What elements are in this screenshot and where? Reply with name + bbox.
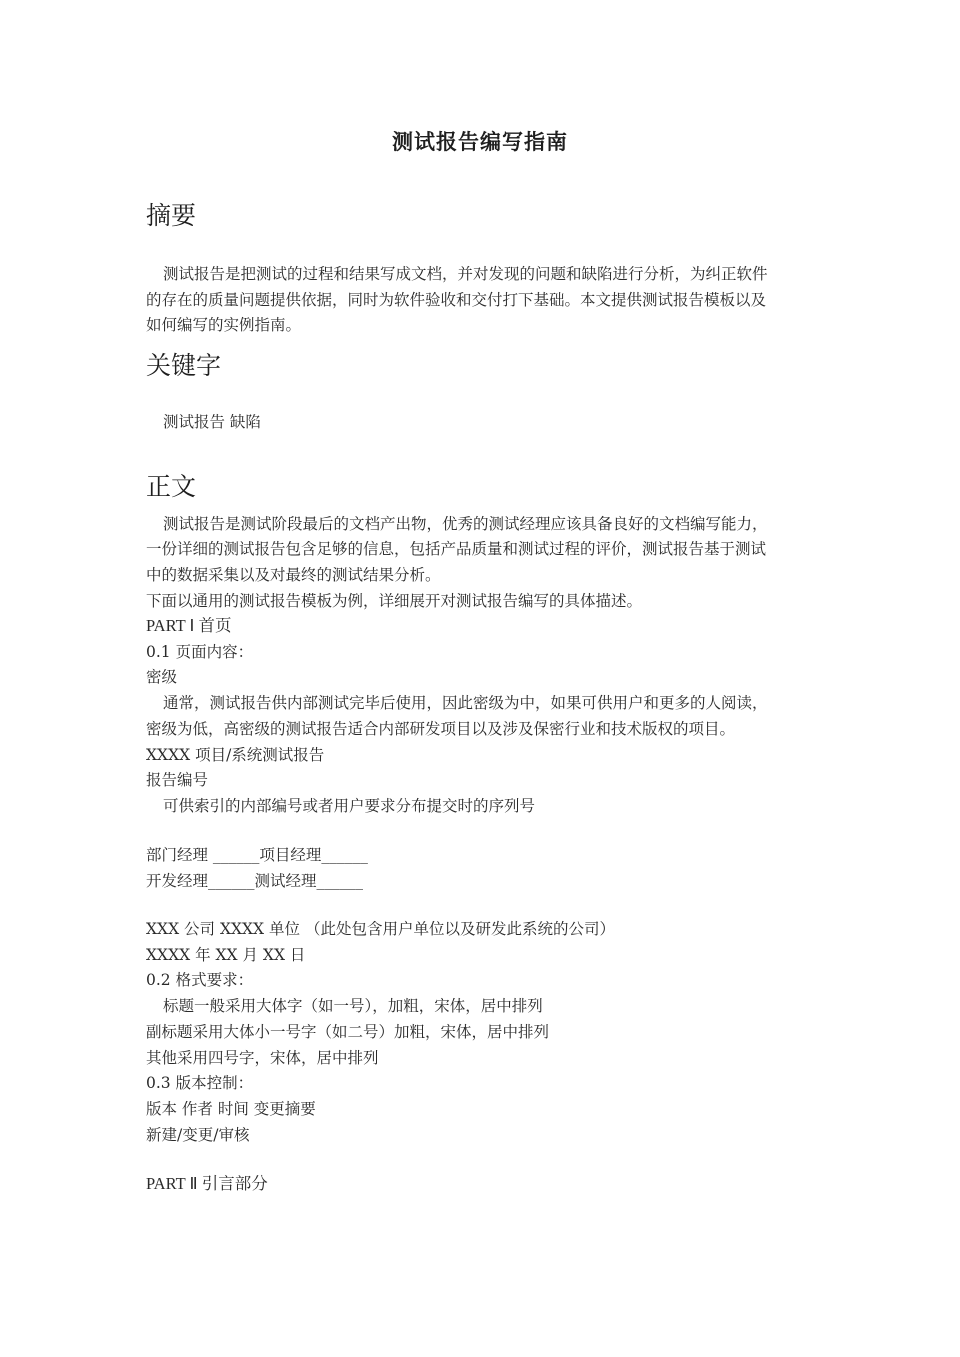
version-row: 新建/变更/审核 <box>146 1126 250 1144</box>
format-rule: 标题一般采用大体字（如一号），加粗，宋体，居中排列 <box>163 997 543 1015</box>
report-number-label: 报告编号 <box>146 771 209 789</box>
abstract-line: 测试报告是把测试的过程和结果写成文档，并对发现的问题和缺陷进行分析，为纠正软件 <box>163 265 768 283</box>
miji-desc-line: 通常，测试报告供内部测试完毕后使用，因此密级为中，如果可供用户和更多的人阅读， <box>163 694 768 712</box>
section-0-1: 0.1 页面内容： <box>146 643 254 661</box>
version-columns: 版本 作者 时间 变更摘要 <box>146 1100 316 1118</box>
document-title: 测试报告编写指南 <box>392 129 568 154</box>
report-title-line: XXXX 项目/系统测试报告 <box>146 746 325 764</box>
body-paragraph-line: 下面以通用的测试报告模板为例，详细展开对测试报告编写的具体描述。 <box>146 592 643 610</box>
section-0-3: 0.3 版本控制： <box>146 1074 254 1092</box>
keywords-text: 测试报告 缺陷 <box>163 413 261 431</box>
company-line: XXX 公司 XXXX 单位 （此处包含用户单位以及研发此系统的公司） <box>146 920 615 938</box>
abstract-heading: 摘要 <box>146 201 197 230</box>
report-number-desc: 可供索引的内部编号或者用户要求分布提交时的序列号 <box>163 797 536 815</box>
format-rule: 其他采用四号字，宋体，居中排列 <box>146 1049 379 1067</box>
part1-heading: PART Ⅰ 首页 <box>146 616 232 635</box>
abstract-line: 如何编写的实例指南。 <box>146 316 302 334</box>
miji-desc-line: 密级为低，高密级的测试报告适合内部研发项目以及涉及保密行业和技术版权的项目。 <box>146 720 736 738</box>
body-heading: 正文 <box>146 472 197 501</box>
part2-heading: PART Ⅱ 引言部分 <box>146 1174 268 1193</box>
body-paragraph-line: 一份详细的测试报告包含足够的信息，包括产品质量和测试过程的评价，测试报告基于测试 <box>146 540 767 558</box>
keywords-heading: 关键字 <box>146 351 222 380</box>
miji-label: 密级 <box>146 668 178 686</box>
format-rule: 副标题采用大体小一号字（如二号）加粗，宋体，居中排列 <box>146 1023 550 1041</box>
body-paragraph-line: 测试报告是测试阶段最后的文档产出物，优秀的测试经理应该具备良好的文档编写能力， <box>163 515 768 533</box>
body-paragraph-line: 中的数据采集以及对最终的测试结果分析。 <box>146 566 441 584</box>
section-0-2: 0.2 格式要求： <box>146 971 254 989</box>
signature-line: 开发经理______测试经理______ <box>146 872 364 890</box>
signature-line: 部门经理 ______项目经理______ <box>146 846 368 864</box>
abstract-line: 的存在的质量问题提供依据，同时为软件验收和交付打下基础。本文提供测试报告模板以及 <box>146 291 767 309</box>
date-line: XXXX 年 XX 月 XX 日 <box>146 946 306 964</box>
